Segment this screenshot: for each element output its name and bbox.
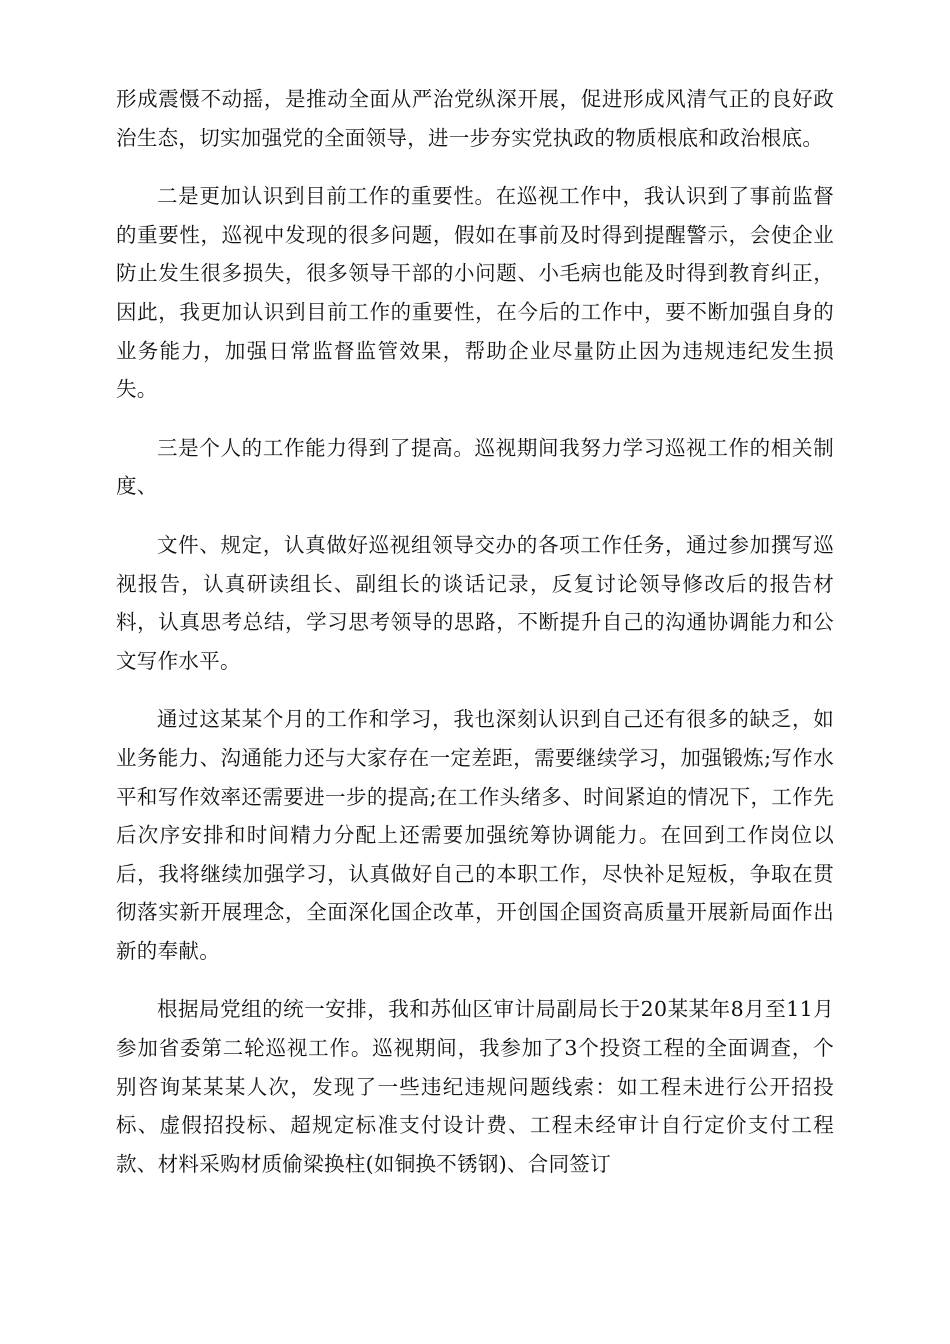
paragraph-continuation: 形成震慑不动摇，是推动全面从严治党纵深开展，促进形成风清气正的良好政治生态，切实加强党的全面领导，进一步夯实党执政的物质根底和政治根底。 bbox=[116, 87, 834, 150]
paragraph-importance: 二是更加认识到目前工作的重要性。在巡视工作中，我认识到了事前监督的重要性，巡视中发现的很多问题，假如在事前及时得到提醒警示，会使企业防止发生很多损失，很多领导干部的小问题、小毛病也能及时得到教育纠正，因此，我更加认识到目前工作的重要性，在今后的工作中，要不断加强自身的业务能力，加强日常监督监管效果，帮助企业尽量防止因为违规违纪发生损失。 bbox=[116, 184, 834, 402]
paragraph-documents: 文件、规定，认真做好巡视组领导交办的各项工作任务，通过参加撰写巡视报告，认真研读组长、副组长的谈话记录，反复讨论领导修改后的报告材料，认真思考总结，学习思考领导的思路，不断提升自己的沟通协调能力和公文写作水平。 bbox=[116, 532, 834, 673]
document-page bbox=[116, 80, 834, 1203]
paragraph-shortcomings: 通过这某某个月的工作和学习，我也深刻认识到自己还有很多的缺乏，如业务能力、沟通能力还与大家存在一定差距，需要继续学习，加强锻炼;写作水平和写作效率还需要进一步的提高;在工作头绪多、时间紧迫的情况下，工作先后次序安排和时间精力分配上还需要加强统筹协调能力。在回到工作岗位以后，我将继续加强学习，认真做好自己的本职工作，尽快补足短板，争取在贯彻落实新开展理念，全面深化国企改革，开创国企国资高质量开展新局面作出新的奉献。 bbox=[116, 707, 834, 963]
paragraph-ability: 三是个人的工作能力得到了提高。巡视期间我努力学习巡视工作的相关制度、 bbox=[116, 435, 834, 499]
paragraph-arrangement: 根据局党组的统一安排，我和苏仙区审计局副局长于20某某年8月至11月参加省委第二轮巡视工作。巡视期间，我参加了3个投资工程的全面调查，个别咨询某某某人次，发现了一些违纪违规问题线索：如工程未进行公开招投标、虚假招投标、超规定标准支付设计费、工程未经审计自行定价支付工程款、材料采购材质偷梁换柱(如铜换不锈钢)、合同签订 bbox=[116, 997, 834, 1176]
